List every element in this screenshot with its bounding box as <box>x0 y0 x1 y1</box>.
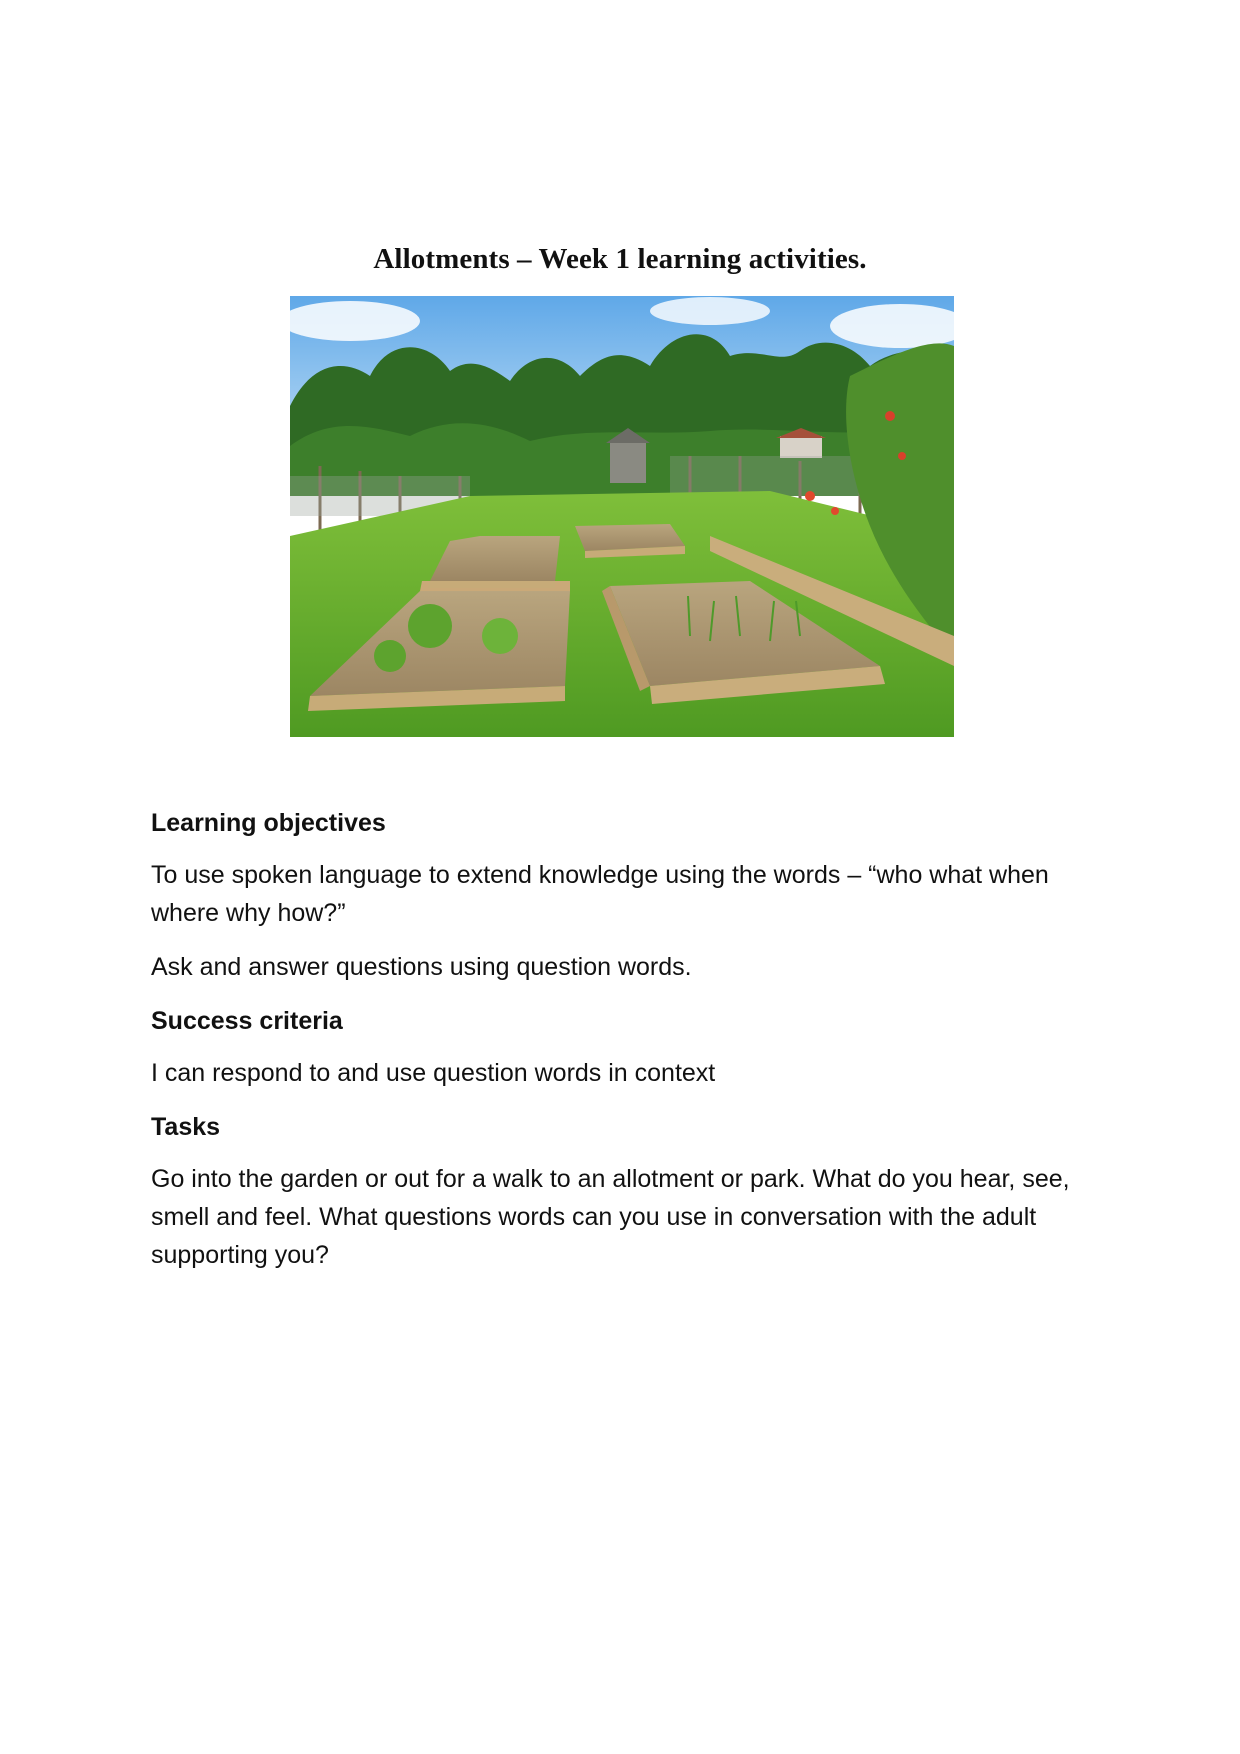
task-item: Go into the garden or out for a walk to an allotment or park. What do you hear, see, smell and feel. What questions words can you use in conversation with the adult supporting you? <box>151 1165 1070 1269</box>
learning-objective-2: Ask and answer questions using question words. <box>151 953 692 981</box>
success-criteria-item: I can respond to and use question words in context <box>151 1059 716 1087</box>
page-title: Allotments – Week 1 learning activities. <box>373 243 867 275</box>
learning-objectives-heading: Learning objectives <box>151 809 386 837</box>
document-body <box>151 804 1071 1290</box>
success-criteria-heading: Success criteria <box>151 1007 343 1035</box>
allotment-photo <box>290 296 954 737</box>
tasks-heading: Tasks <box>151 1113 221 1141</box>
learning-objective-1: To use spoken language to extend knowledge using the words – “who what when where why how?” <box>151 861 1049 927</box>
